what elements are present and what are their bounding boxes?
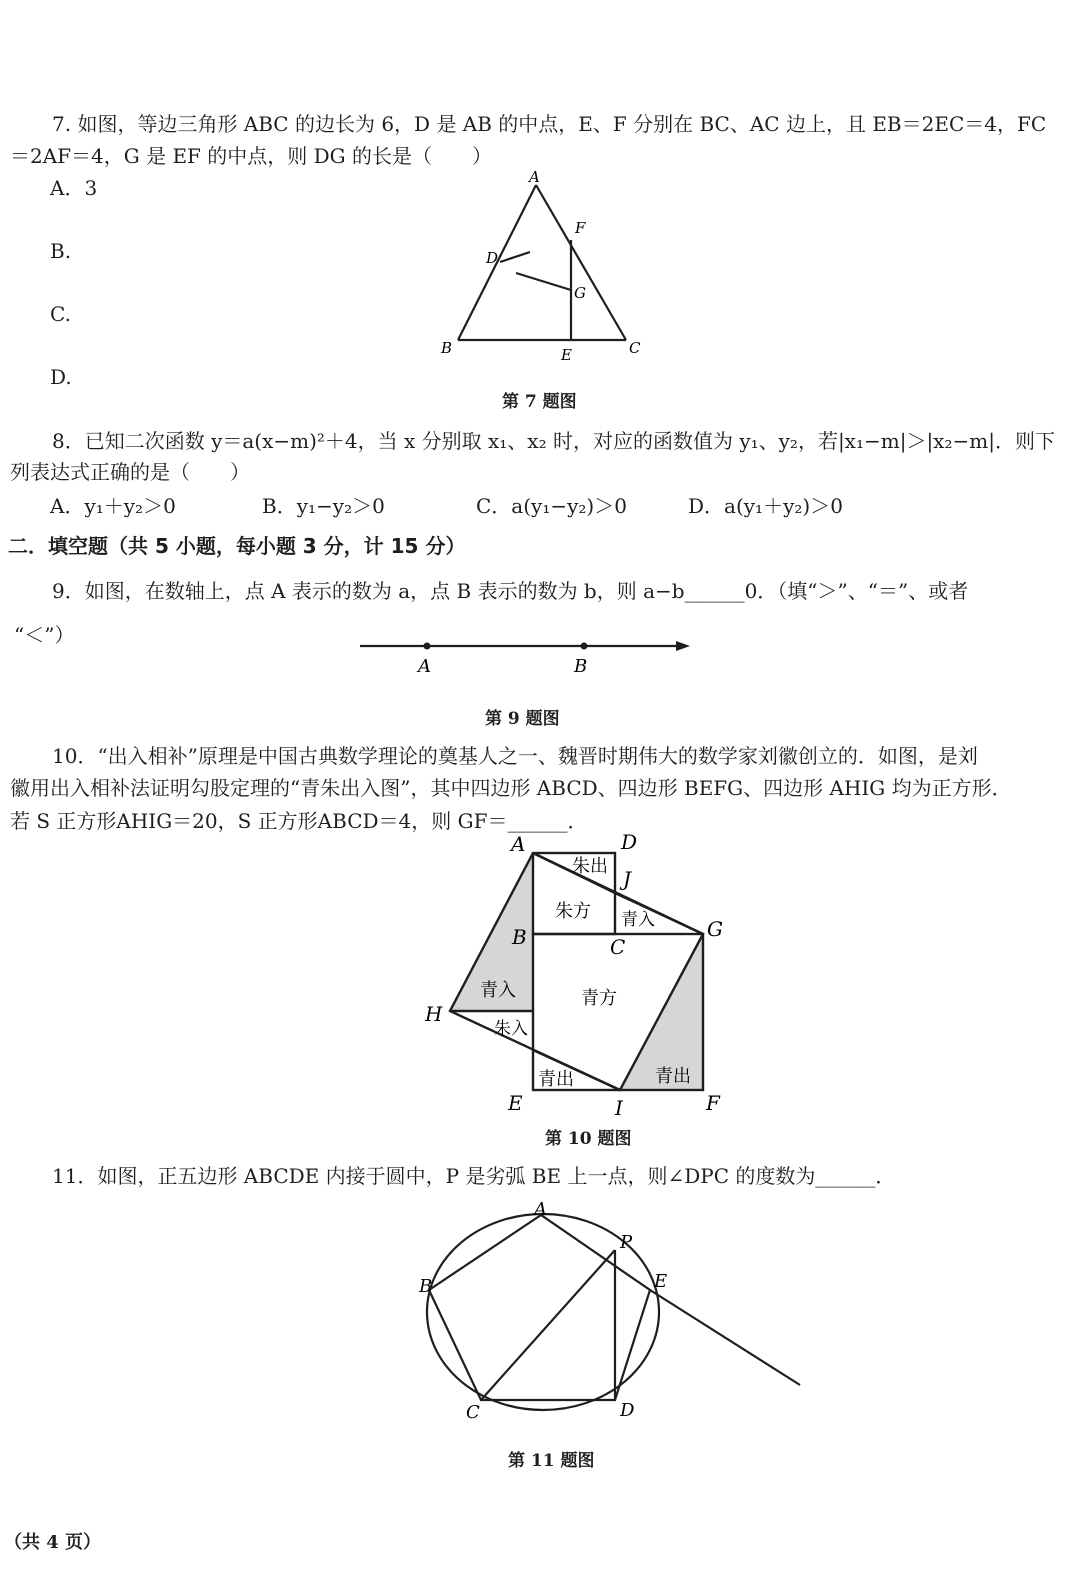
q10-label-c: C	[610, 935, 626, 959]
q10-region-qingfang: 青方	[581, 988, 617, 1009]
q7-option-b: B.	[50, 239, 72, 263]
q10-region-qingru-left: 青入	[480, 980, 516, 1001]
q10-figure	[415, 828, 735, 1128]
q11-label-b: B	[419, 1276, 433, 1297]
q11-figure	[405, 1195, 810, 1430]
q7-segment-dg	[516, 273, 571, 290]
q7-label-f: F	[575, 219, 586, 237]
q9-number-line	[350, 630, 700, 680]
q7-mark	[500, 252, 530, 262]
q9-label-a: A	[418, 656, 431, 677]
q10-text-line2: 徽用出入相补法证明勾股定理的“青朱出入图”，其中四边形 ABCD、四边形 BEFG、四边形 AHIG 均为正方形．	[10, 776, 1012, 800]
q7-caption: 第 7 题图	[502, 392, 577, 412]
q10-region-qingchu-bottom: 青出	[538, 1069, 574, 1090]
q10-region-zhufang: 朱方	[555, 901, 591, 922]
q11-extension	[650, 1290, 800, 1385]
q9-point-a	[424, 643, 431, 650]
q10-region-zhuru: 朱入	[494, 1019, 528, 1039]
q7-text-line2: ＝2AF＝4，G 是 EF 的中点，则 DG 的长是（ ）	[10, 144, 493, 168]
q9-label-b: B	[574, 656, 588, 677]
q7-label-g: G	[574, 284, 586, 302]
q10-region-qingru-top: 青入	[621, 910, 655, 930]
q11-caption: 第 11 题图	[508, 1451, 595, 1471]
q10-label-d: D	[621, 830, 638, 854]
q8-option-a: A．y₁＋y₂＞0	[50, 494, 176, 518]
q8-text-line1: 8．已知二次函数 y＝a(x−m)²＋4，当 x 分别取 x₁、x₂ 时，对应的函数值为 y₁、y₂，若|x₁−m|＞|x₂−m|．则下	[52, 429, 1055, 453]
q7-label-e: E	[561, 346, 572, 364]
q10-label-g: G	[707, 917, 723, 941]
page-footer: （共 4 页）	[4, 1532, 102, 1553]
q7-figure	[430, 165, 650, 365]
q10-text-line3: 若 S 正方形AHIG＝20，S 正方形ABCD＝4，则 GF＝______．	[10, 809, 588, 833]
q7-option-d: D.	[50, 365, 72, 389]
q7-label-a: A	[529, 168, 540, 186]
q9-text-line1: 9．如图，在数轴上，点 A 表示的数为 a，点 B 表示的数为 b，则 a−b______0．（填“＞”、“＝”、或者	[52, 579, 969, 603]
q8-option-d: D．a(y₁＋y₂)＞0	[688, 494, 843, 518]
q7-option-a: A．3	[50, 176, 98, 200]
q10-label-b: B	[512, 925, 527, 949]
q9-arrow-icon	[676, 641, 690, 651]
q11-label-p: P	[620, 1232, 633, 1253]
q11-label-e: E	[654, 1271, 668, 1292]
q10-region-zhuchu: 朱出	[572, 856, 608, 877]
q7-text-line1: 7. 如图，等边三角形 ABC 的边长为 6，D 是 AB 的中点，E、F 分别在 BC、AC 边上，且 EB＝2EC＝4，FC	[52, 112, 1047, 136]
q11-line-pc	[481, 1250, 615, 1400]
q9-point-b	[581, 643, 588, 650]
q7-side-ac	[536, 185, 626, 340]
q10-label-e: E	[508, 1091, 523, 1115]
q11-text-line1: 11．如图，正五边形 ABCDE 内接于圆中，P 是劣弧 BE 上一点，则∠DPC 的度数为______．	[52, 1164, 896, 1188]
q11-label-d: D	[620, 1400, 635, 1421]
q10-text-line1: 10．“出入相补”原理是中国古典数学理论的奠基人之一、魏晋时期伟大的数学家刘徽创立的．如图，是刘	[52, 744, 978, 768]
section-heading-fill-in: 二．填空题（共 5 小题，每小题 3 分，计 15 分）	[8, 534, 466, 558]
q7-label-d: D	[486, 249, 499, 267]
q10-label-j: J	[623, 867, 632, 891]
q10-label-h: H	[425, 1002, 443, 1026]
q9-caption: 第 9 题图	[485, 709, 560, 729]
q8-option-c: C．a(y₁−y₂)＞0	[476, 494, 627, 518]
q7-label-b: B	[441, 339, 453, 357]
q9-text-line2: “＜”）	[14, 623, 75, 647]
q8-text-line2: 列表达式正确的是（ ）	[10, 460, 250, 484]
q10-label-i: I	[615, 1096, 623, 1120]
q10-label-a: A	[511, 832, 526, 856]
q10-label-f: F	[706, 1091, 720, 1115]
q10-caption: 第 10 题图	[545, 1129, 632, 1149]
q10-region-qingchu-right: 青出	[655, 1066, 691, 1087]
q11-label-c: C	[466, 1402, 480, 1423]
q11-label-a: A	[534, 1199, 547, 1220]
q7-label-c: C	[629, 339, 641, 357]
q8-option-b: B．y₁−y₂＞0	[262, 494, 385, 518]
q7-option-c: C.	[50, 302, 71, 326]
